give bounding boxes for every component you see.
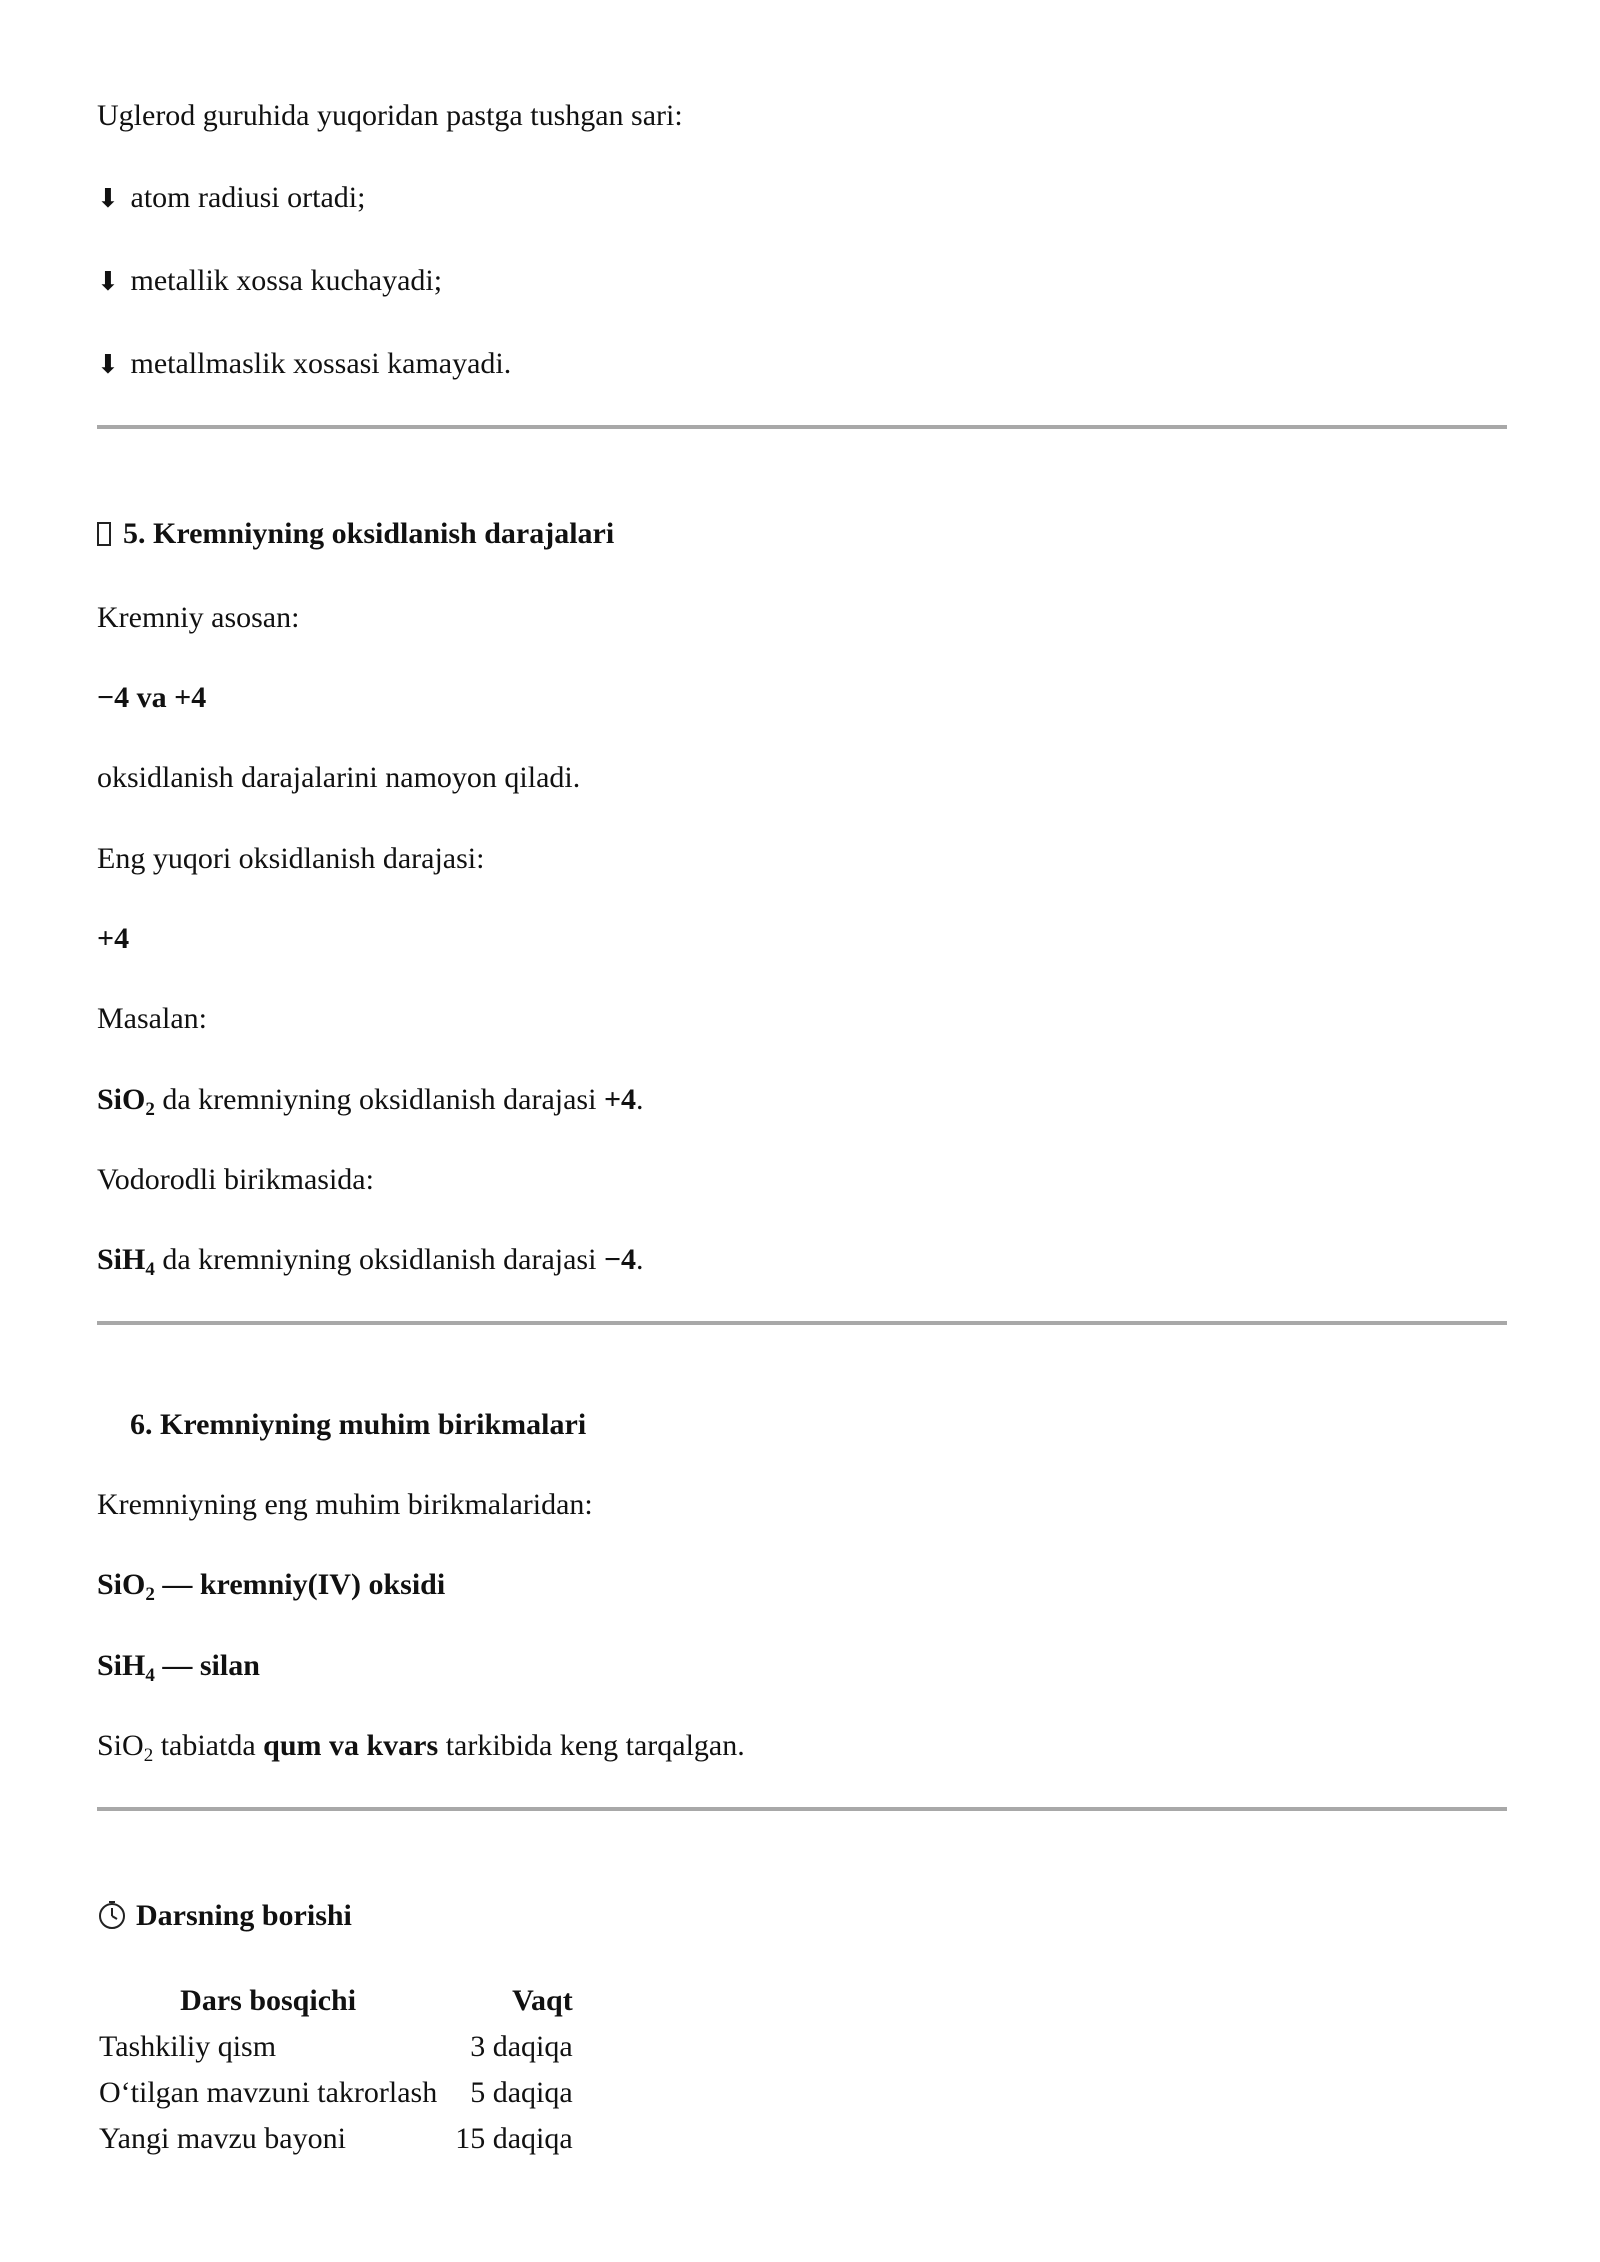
- column-header: Vaqt: [512, 1984, 573, 2017]
- compound-sih4: SiH$_4$ — silan: [97, 1649, 260, 1686]
- lesson-table: [97, 1978, 575, 2162]
- stopwatch-icon: [97, 1900, 127, 1930]
- divider: [97, 1321, 1507, 1325]
- paragraph: Masalan:: [97, 1002, 207, 1035]
- paragraph-bold: +4: [97, 922, 130, 955]
- divider: [97, 1807, 1507, 1811]
- section-6-title: 6. Kremniyning muhim birikmalari: [130, 1408, 587, 1441]
- table-header-row: [97, 1978, 575, 2024]
- table-row: [97, 2070, 575, 2116]
- divider: [97, 425, 1507, 429]
- down-arrow-icon: ⬇: [97, 184, 119, 214]
- table-cell: 5 daqiqa: [470, 2076, 573, 2109]
- column-header: Dars bosqichi: [180, 1984, 357, 2017]
- list-item-text: metallmaslik xossasi kamayadi.: [130, 347, 512, 380]
- list-item-text: metallik xossa kuchayadi;: [130, 264, 443, 297]
- table-cell: 3 daqiqa: [470, 2030, 573, 2063]
- paragraph: Vodorodli birikmasida:: [97, 1163, 374, 1196]
- formula: SiO$_2$: [97, 1083, 155, 1120]
- paragraph: Eng yuqori oksidlanish darajasi:: [97, 842, 485, 875]
- list-item-text: atom radiusi ortadi;: [130, 181, 366, 214]
- example-sio2: SiO$_2$ da kremniyning oksidlanish darajasi +4.: [97, 1083, 644, 1120]
- table-row: [97, 2024, 575, 2070]
- list-item: [97, 261, 442, 302]
- example-sih4: SiH$_4$ da kremniyning oksidlanish darajasi −4.: [97, 1243, 644, 1280]
- section-5-heading: [97, 514, 614, 554]
- paragraph: Kremniy asosan:: [97, 601, 300, 634]
- paragraph: Kremniyning eng muhim birikmalaridan:: [97, 1488, 593, 1521]
- list-item: [97, 178, 365, 219]
- paragraph: oksidlanish darajalarini namoyon qiladi.: [97, 761, 581, 794]
- lesson-title: Darsning borishi: [136, 1899, 352, 1932]
- paragraph-bold: −4 va +4: [97, 681, 207, 714]
- section-5-title: 5. Kremniyning oksidlanish darajalari: [123, 517, 615, 550]
- group-intro: Uglerod guruhida yuqoridan pastga tushgan sari:: [97, 99, 683, 132]
- compound-sio2: SiO$_2$ — kremniy(IV) oksidi: [97, 1568, 446, 1605]
- list-item: [97, 344, 511, 385]
- missing-glyph-icon: [97, 522, 111, 546]
- table-cell: Tashkiliy qism: [99, 2030, 277, 2063]
- table-cell: Yangi mavzu bayoni: [99, 2122, 346, 2155]
- formula: SiH$_4$: [97, 1243, 155, 1280]
- table-cell: O‘tilgan mavzuni takrorlash: [99, 2076, 438, 2109]
- lesson-heading: [97, 1896, 352, 1936]
- paragraph: SiO$_2$ tabiatda qum va kvars tarkibida keng tarqalgan.: [97, 1729, 745, 1766]
- table-cell: 15 daqiqa: [455, 2122, 573, 2155]
- table-row: [97, 2116, 575, 2162]
- down-arrow-icon: ⬇: [97, 350, 119, 380]
- down-arrow-icon: ⬇: [97, 267, 119, 297]
